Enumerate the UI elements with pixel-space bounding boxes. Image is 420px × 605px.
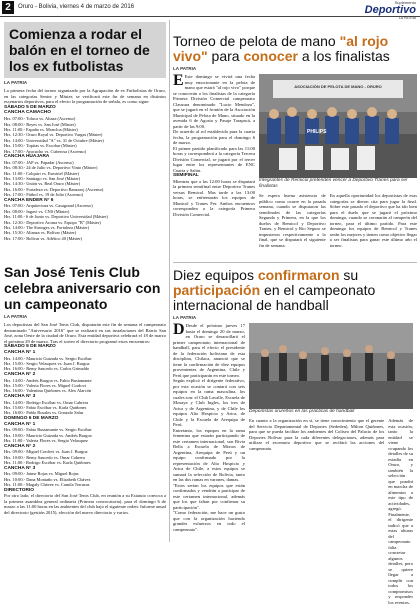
court-name: CANCHA N° 2 bbox=[4, 444, 166, 450]
article-paragraph: De acuerdo al rol establecido para la cuarta fecha, la programación para el domingo 6 de marzo. bbox=[173, 129, 255, 146]
article-column bbox=[173, 74, 255, 248]
schedule-line: Hrs. 09:00.- Fabio Bustamante vs. Sergio Escóbar bbox=[4, 427, 166, 432]
dateline: Oruro - Bolivia, viernes 4 de marzo de 2016 bbox=[18, 3, 134, 12]
schedule-day: DOMINGO 6 DE MARZO bbox=[4, 416, 166, 422]
photo-caption: Integrantes de Remicol pretenden vencer a Deportivo Tranes para ser finalistas bbox=[259, 178, 417, 190]
photo-caption: Deportistas orureños en las prácticas de handball bbox=[249, 409, 413, 415]
court-name: CANCHA N° 3 bbox=[4, 394, 166, 400]
section-label: LA PATRIA bbox=[173, 66, 417, 72]
article-paragraph: "Estos serían los equipos que están confirmados y vendrán a participar de este certamen internacional, además que los que faltan por confirmar su participación". bbox=[173, 483, 245, 511]
title-part: Torneo de pelota de mano bbox=[173, 33, 340, 49]
article-paragraph: En aquella oportunidad los deportistas de esas categorías se dieron cita para jugar la final. Sobre este pasado el deportivo que ha ido bien para el duelo que se jugará el próximo domingo, cuando se coronarán al campeón del torneo, para el último partido. Para este domingo los equipos de Remicol y Tranes serán los mejores y tienen como objetivo llegar a ser finalistas para ganar este último año el torneo. bbox=[330, 193, 417, 248]
team-photo-image bbox=[259, 74, 417, 178]
page-header bbox=[0, 0, 420, 17]
column-divider bbox=[169, 20, 170, 542]
schedule-line: Hrs. 17:00.- Bolívar vs. Atlético 40 (Máster) bbox=[4, 236, 166, 241]
schedule-line: Hrs. 16:00.- Pablo Rosales vs. Gonzalo Salas bbox=[4, 410, 166, 415]
article-title: San José Tenis Club celebra aniversario con un campeonato bbox=[4, 264, 166, 312]
schedule-line: Hrs. 16:00.- Fortaleza vs. Deportivo Banzaroj (Ascenso) bbox=[4, 187, 166, 192]
article-title bbox=[173, 268, 417, 313]
schedule-day: SÁBADO 5 DE MARZO bbox=[4, 344, 166, 350]
venue-schedule bbox=[4, 160, 166, 198]
schedule-line: Hrs. 11:00.- Valeria Flores vs. Sergio Velasquez bbox=[4, 438, 166, 443]
schedule-line: Hrs. 15:30.- Alianza vs. Bolívar (Máster) bbox=[4, 230, 166, 235]
semifinal-label: SEMIFINAL bbox=[173, 173, 255, 179]
title-highlight: conocer bbox=[243, 48, 297, 64]
section-label: LA PATRIA bbox=[4, 314, 166, 320]
title-part: en el campeonato internacional de handball bbox=[173, 282, 375, 313]
venue-name: CANCHA ENDER N° 6 bbox=[4, 198, 166, 204]
schedule-line: Hrs. 14:00.- Rodrigo Escóbar vs. Omar Cabrera bbox=[4, 400, 166, 405]
article-paragraph: El primer partido planificado para las 11:00 horas y corresponderá a la categoría Tercera División Comercial, se jugará por el tercer lugar entre los representantes de ENC Cuarta y Salón. bbox=[173, 146, 255, 174]
article-paragraph: Se espera buena asistencia de público como ocurre en la pasada semana, cuando se disputaron las semifinales de las categorías Segunda y Primera, en la que los duelos de Remicol y Deportivo Tranes, y Remicol y Rio Seguro se impusieron respectivamente a la final, que se disputará el siguiente fin de semana. bbox=[259, 193, 326, 248]
article-paragraph: Este domingo se vivirá una fecha muy emocionante en la pelota de mano que estará "al rojo vivo" porque se conocerán a los finalistas de la categoría Primera División Comercial campeonato Clausura denominado "Lucio Mendoza", que se jugará en el frontón de la Asociación Municipal de Pelota de Mano, situado en la avenida 6 de Agosto y Pasaje Tarapacá, a partir de las 9:00. bbox=[173, 74, 255, 129]
article-intro: Los deportistas del San José Tenis Club, disputarán este fin de semana el campeonato denominado "Aniversario 2016" que se realizará en sus instalaciones del Barrio San José, zona Oeste de la ciudad de Oruro. Esta entidad deportiva celebrará el 18 de marzo el próximo 29 de marzo. Tras el sorteo el directorio programó estos encuentros: bbox=[4, 322, 166, 344]
schedule-line: Hrs. 11:00.- Magaly Chávez vs. Camila Terrazas bbox=[4, 482, 166, 487]
schedule-line: Hrs. 13:00.- Santiago vs. San José (Máster) bbox=[4, 176, 166, 181]
title-highlight: "al rojo vivo" bbox=[173, 33, 388, 64]
article-paragraph: Entretanto, los equipos en la rama femenina que estarán participando de este certamen internacional, son Rivia Bella a Escuela de Mixtos de Argentina, Arequipa de Perú y un equipo confirmado por la representación de Alto Hospicio y Arica de Chile, a estos equipos se sumará la selección de Bolivia, tanto en las dos ramas en varones, damas. bbox=[173, 428, 245, 483]
article-paragraph: Según explicó el dirigente federativo, por esta ocasión se contará con seis equipos en la rama masculina, los cuales son: el Club Lavalle, Escuela de Mosaya y Club Ingles, los tres de Arica y de Argentina, y de Chile los equipos Alto Hospicio y Arica, de Chile y la Escuela de Arequipa de Perú. bbox=[173, 378, 245, 428]
court-schedule bbox=[4, 356, 166, 372]
handball-photo bbox=[249, 323, 413, 409]
schedule-line: Hrs. 07:00.- JAP vs. Papadar (Ascenso) bbox=[4, 160, 166, 165]
schedule-line: Hrs. 12:30.- Oruro Royal vs. Deportivo Vargas (Máster) bbox=[4, 132, 166, 137]
court-name: CANCHA N° 1 bbox=[4, 422, 166, 428]
directorio-text: Por otro lado, el directorio del San José Tenis Club, en reunión a su Estatuto convoca a la primera asamblea general ordinaria (Primera convocatoria), para el domingo 6 de marzo a las 11:00 horas en las ambientes del club bajo el siguiente orden: Informe anual del directorio (gestión 2015), elección del nuevo directorio y varios. bbox=[4, 493, 166, 515]
schedule-line: Hrs. 12:30.- Deportivo Aroma vs. Equipo "B" (Máster) bbox=[4, 220, 166, 225]
schedule-line: Hrs. 14:00.- Mauricio Guizada vs. Sergio Escóbar bbox=[4, 356, 166, 361]
article-headline-box bbox=[4, 22, 166, 78]
article-ex-futbolistas bbox=[4, 22, 166, 241]
title-highlight: participación bbox=[173, 282, 260, 298]
court-schedule bbox=[4, 449, 166, 465]
court-name: CANCHA N° 3 bbox=[4, 466, 166, 472]
schedule-line: Hrs. 16:00.- Remy Saucedo vs. Carlos Grimaldo bbox=[4, 366, 166, 371]
schedule-line: Hrs. 11:00.- Colquiri vs. Esmiriel (Máster) bbox=[4, 171, 166, 176]
schedule-line: Hrs. 09:00.- Miguel Cordovi vs. Juan J. Burgoa bbox=[4, 449, 166, 454]
schedule-line: Hrs. 16:00.- Valentina Quiñones vs. Alex Alarcón bbox=[4, 388, 166, 393]
schedule-line: Hrs. 17:00.- Ayacucho vs. Cuberosa (Ascenso) bbox=[4, 149, 166, 154]
schedule-line: Hrs. 15:00.- Topitas vs. Escobar (Máster) bbox=[4, 143, 166, 148]
section-label: LA PATRIA bbox=[4, 80, 166, 86]
article-pelota-de-mano bbox=[173, 34, 417, 248]
article-paragraph: "Como federación, me hace un gusto que con la organización haciendo grandes esfuerzos en todo el campeonato". bbox=[173, 510, 245, 532]
venue-schedule bbox=[4, 203, 166, 241]
page-number: 2 bbox=[2, 1, 14, 14]
schedule-line: Hrs. 11:00.- 6 de Junio vs. Deportivo Universidad (Máster) bbox=[4, 214, 166, 219]
article-intro: La primera fecha del torneo organizado por la Agrupación de ex Futbolistas de Oruro, en las categorías Senior y Máster, se verificará este fin de semana en distintos escenarios deportivos, para el efecto la programación de señala, es como sigue: bbox=[4, 88, 166, 105]
schedule-line: Hrs. 11:00.- España vs. Moncloa (Máster) bbox=[4, 127, 166, 132]
title-highlight: confirmaron bbox=[258, 267, 340, 283]
title-part: para bbox=[208, 48, 244, 64]
court-name: CANCHA N° 1 bbox=[4, 350, 166, 356]
team-photo bbox=[259, 74, 417, 178]
logo-main: Deportivo bbox=[365, 5, 416, 16]
schedule-line: Hrs. 07:00.- Toluca vs. Aliaza (Ascenso) bbox=[4, 116, 166, 121]
venue-schedule bbox=[4, 116, 166, 154]
schedule-line: Hrs. 15:00.- Valeria Flores vs. Miguel Cordovi bbox=[4, 383, 166, 388]
schedule-line: Hrs. 17:00.- Fútbol vs. 19 de Julio (Ascenso) bbox=[4, 192, 166, 197]
directorio-label: DIRECTORIO bbox=[4, 488, 166, 494]
article-paragraph: Mientras que a las 12:00 horas se disputará la primera semifinal entre Deportivo Tranes versus Remicol. Mas tarde a las 13:00 horas, se enfrentarán los equipos de Municol y Tranes Fer. Ambos encuentros corresponden a la categoría Primera División Comercial. bbox=[173, 179, 255, 218]
schedule-line: Hrs. 15:00.- Fabio Escóbar vs. Karla Quiñones bbox=[4, 405, 166, 410]
drop-cap: D bbox=[173, 323, 185, 337]
logo-top: Suplemento bbox=[365, 1, 416, 5]
schedule-line: Hrs. 14:30.- Unión vs. Real Oruro (Máster) bbox=[4, 181, 166, 186]
title-part: a los finalistas bbox=[298, 48, 390, 64]
article-paragraph: En cuanto a la organización en sí, se tiene conocimiento que el gerente del Servicio Departamental de Deportes (Sededen), Milton Quiñones, para que se pueda facilitar los ambientes del Coliseo del Palacio de los Deportes Bolivar para la cada diferentes delegaciones, además para utilizar el escenario deportivo que se recibirá las acciones del campeonato. bbox=[249, 418, 384, 605]
article-title bbox=[173, 34, 417, 64]
supplement-logo bbox=[365, 1, 416, 20]
shirt-text: PHILIPS bbox=[307, 129, 326, 135]
court-name: CANCHA N° 2 bbox=[4, 372, 166, 378]
logo-sub: LA PATRIA bbox=[365, 16, 416, 20]
court-schedule bbox=[4, 400, 166, 416]
venue-name: CANCHA HUAJARA bbox=[4, 154, 166, 160]
title-part: su bbox=[340, 267, 359, 283]
photo-banner: ASOCIACIÓN DE PELOTA DE MANO - ORURO bbox=[275, 84, 401, 89]
schedule-day: SÁBADO 5 DE MARZO bbox=[4, 105, 166, 111]
article-title: Comienza a rodar el balón en el torneo de los ex futbolistas bbox=[9, 26, 161, 74]
schedule-line: Hrs. 07:00.- Arquitectura vs. Casagrand (Ascenso) bbox=[4, 203, 166, 208]
schedule-line: Hrs. 10:00.- Dana Montaño vs. Elizabeth Chávez bbox=[4, 477, 166, 482]
schedule-line: Hrs. 10:00.- Mauricio Guizada vs. Andrés Burgoa bbox=[4, 433, 166, 438]
article-san-jose-tenis bbox=[4, 264, 166, 515]
schedule-line: Hrs. 08:30.- 24 de Julio vs. Deportivo Vinto (Máster) bbox=[4, 165, 166, 170]
schedule-line: Hrs. 14:00.- The Stronges vs. Fortaleza (Máster) bbox=[4, 225, 166, 230]
schedule-line: Hrs. 10:00.- Remy Saucedo vs. Omar Cabrera bbox=[4, 455, 166, 460]
article-paragraph: Finalmente, el dirigente indicó que a estas alturas del campeonato falta concretar algunos detalles, pero se quiere llegar a cumplir con todos los compromisos y responder los eventos. bbox=[388, 512, 413, 605]
court-schedule bbox=[4, 378, 166, 394]
venue-name: CANCHA CAMACHO bbox=[4, 110, 166, 116]
court-schedule bbox=[4, 427, 166, 443]
court-schedule bbox=[4, 471, 166, 487]
schedule-line: Hrs. 11:00.- Rodrigo Escóbar vs. Karla Quiñones bbox=[4, 460, 166, 465]
title-part: Diez equipos bbox=[173, 267, 258, 283]
article-divider bbox=[173, 262, 417, 263]
section-label: LA PATRIA bbox=[173, 315, 417, 321]
article-paragraph: Desde el próximo jueves 17 hasta el domingo 20 de marzo, en Oruro se desarrollará el primer campeonato internacional de handball, para el efecto el presidente de la federación boliviana de esta disciplina, Chilaca, anunció que se tiene la confirmación de diez equipos provenientes de Argentina, Chile y Perú que participarán en este torneo. bbox=[173, 323, 245, 378]
schedule-line: Hrs. 14:00.- Andrés Burgoa vs. Fabio Bustamante bbox=[4, 378, 166, 383]
schedule-line: Hrs. 08:00.- Ingavi vs. CNS (Máster) bbox=[4, 209, 166, 214]
schedule-line: Hrs. 08:00.- Reyes vs. San José (Máster) bbox=[4, 122, 166, 127]
article-column bbox=[173, 323, 245, 605]
schedule-line: Hrs. 09:00.- Jaime Rojas vs. Miguel Rojas bbox=[4, 471, 166, 476]
schedule-line: Hrs. 15:00.- Sergio Velasquez vs. Juan J. Burgoa bbox=[4, 361, 166, 366]
article-paragraph: Además de esta ocasión, tanto la entidad se viene ocupando los detalles de su estadía en Oruro, y también la selección que pondrá en marcha de alimentos a este tipo de actividades, agregó. bbox=[388, 418, 413, 512]
drop-cap: E bbox=[173, 74, 184, 88]
article-handball bbox=[173, 268, 417, 605]
schedule-line: Hrs. 14:00.- Universidad "A" vs. 31 de Octubre (Máster) bbox=[4, 138, 166, 143]
handball-photo-image bbox=[249, 323, 413, 409]
